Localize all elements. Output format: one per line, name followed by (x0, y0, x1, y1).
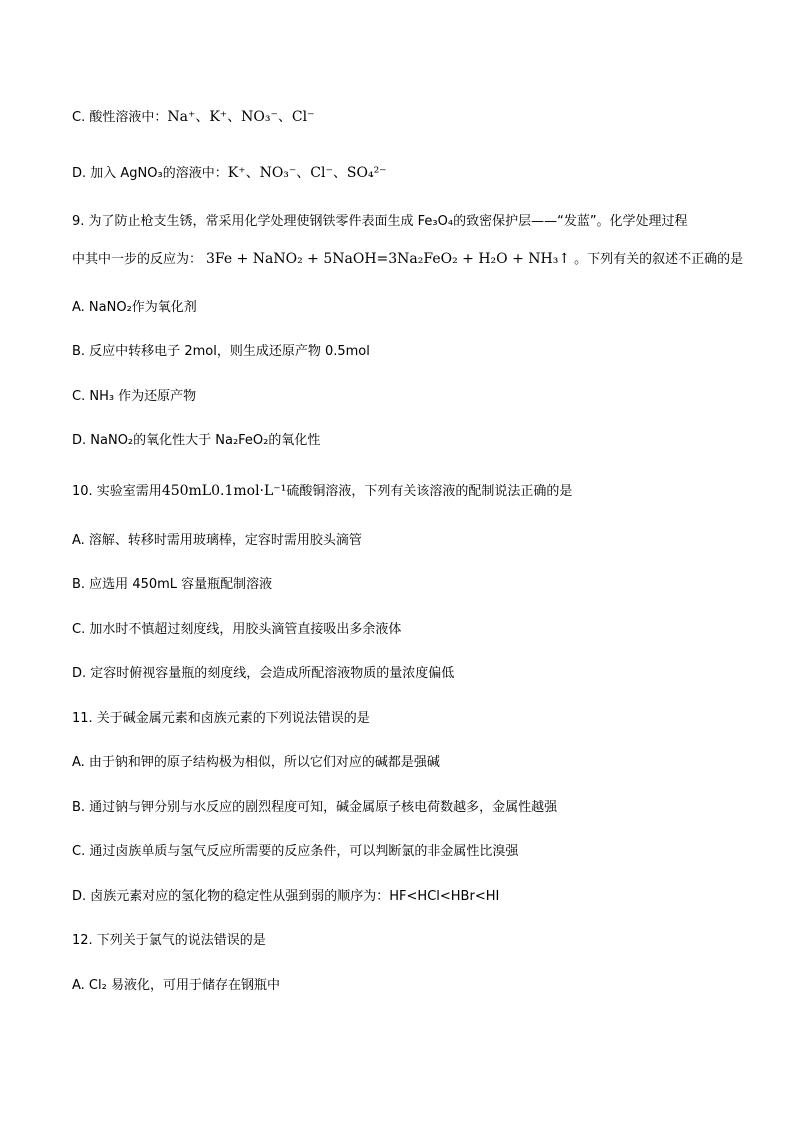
option-prefix: D. 加入 AgNO₃的溶液中： (72, 166, 228, 181)
option-prefix: C. 酸性溶液中： (72, 110, 168, 125)
solution-quantity: 450mL0.1mol·L⁻¹ (161, 483, 287, 499)
question-11-stem: 11. 关于碱金属元素和卤族元素的下列说法错误的是 (72, 711, 370, 726)
question-11-option-a: A. 由于钠和钾的原子结构极为相似，所以它们对应的碱都是强碱 (72, 755, 440, 770)
question-9-stem-line-2 (72, 250, 743, 269)
stem-prefix: 10. 实验室需用 (72, 484, 162, 499)
question-10-stem (72, 482, 572, 501)
question-12-stem: 12. 下列关于氯气的说法错误的是 (72, 933, 266, 948)
option-d-agno3-solution (72, 164, 387, 183)
question-10-option-c: C. 加水时不慎超过刻度线，用胶头滴管直接吸出多余液体 (72, 622, 402, 637)
question-11-option-c: C. 通过卤族单质与氢气反应所需要的反应条件，可以判断氯的非金属性比溴强 (72, 844, 519, 859)
question-9-stem-line-1: 9. 为了防止枪支生锈，常采用化学处理使钢铁零件表面生成 Fe₃O₄的致密保护层——“发蓝”。化学处理过程 (72, 214, 688, 229)
question-10-option-d: D. 定容时俯视容量瓶的刻度线，会造成所配溶液物质的量浓度偏低 (72, 666, 455, 681)
stem-suffix: 。下列有关的叙述不正确的是 (574, 252, 744, 267)
stem-suffix: 硫酸铜溶液，下列有关该溶液的配制说法正确的是 (286, 484, 573, 499)
question-11-option-b: B. 通过钠与钾分别与水反应的剧烈程度可知，碱金属原子核电荷数越多，金属性越强 (72, 800, 558, 815)
ion-list: Na⁺、K⁺、NO₃⁻、Cl⁻ (167, 109, 315, 125)
question-11-option-d: D. 卤族元素对应的氢化物的稳定性从强到弱的顺序为：HF<HCl<HBr<HI (72, 889, 500, 904)
question-9-option-b: B. 反应中转移电子 2mol，则生成还原产物 0.5mol (72, 344, 370, 359)
question-9-option-a: A. NaNO₂作为氧化剂 (72, 300, 197, 315)
question-9-option-d: D. NaNO₂的氧化性大于 Na₂FeO₂的氧化性 (72, 433, 321, 448)
stem-prefix: 中其中一步的反应为： (72, 252, 203, 267)
question-10-option-b: B. 应选用 450mL 容量瓶配制溶液 (72, 577, 273, 592)
option-c-acidic-solution (72, 108, 315, 127)
question-9-option-c: C. NH₃ 作为还原产物 (72, 389, 197, 404)
ion-list: K⁺、NO₃⁻、Cl⁻、SO₄²⁻ (227, 165, 387, 181)
question-12-option-a: A. Cl₂ 易液化，可用于储存在钢瓶中 (72, 978, 280, 993)
reaction-equation: 3Fe + NaNO₂ + 5NaOH=3Na₂FeO₂ + H₂O + NH₃↑ (206, 251, 571, 267)
question-10-option-a: A. 溶解、转移时需用玻璃棒，定容时需用胶头滴管 (72, 533, 362, 548)
